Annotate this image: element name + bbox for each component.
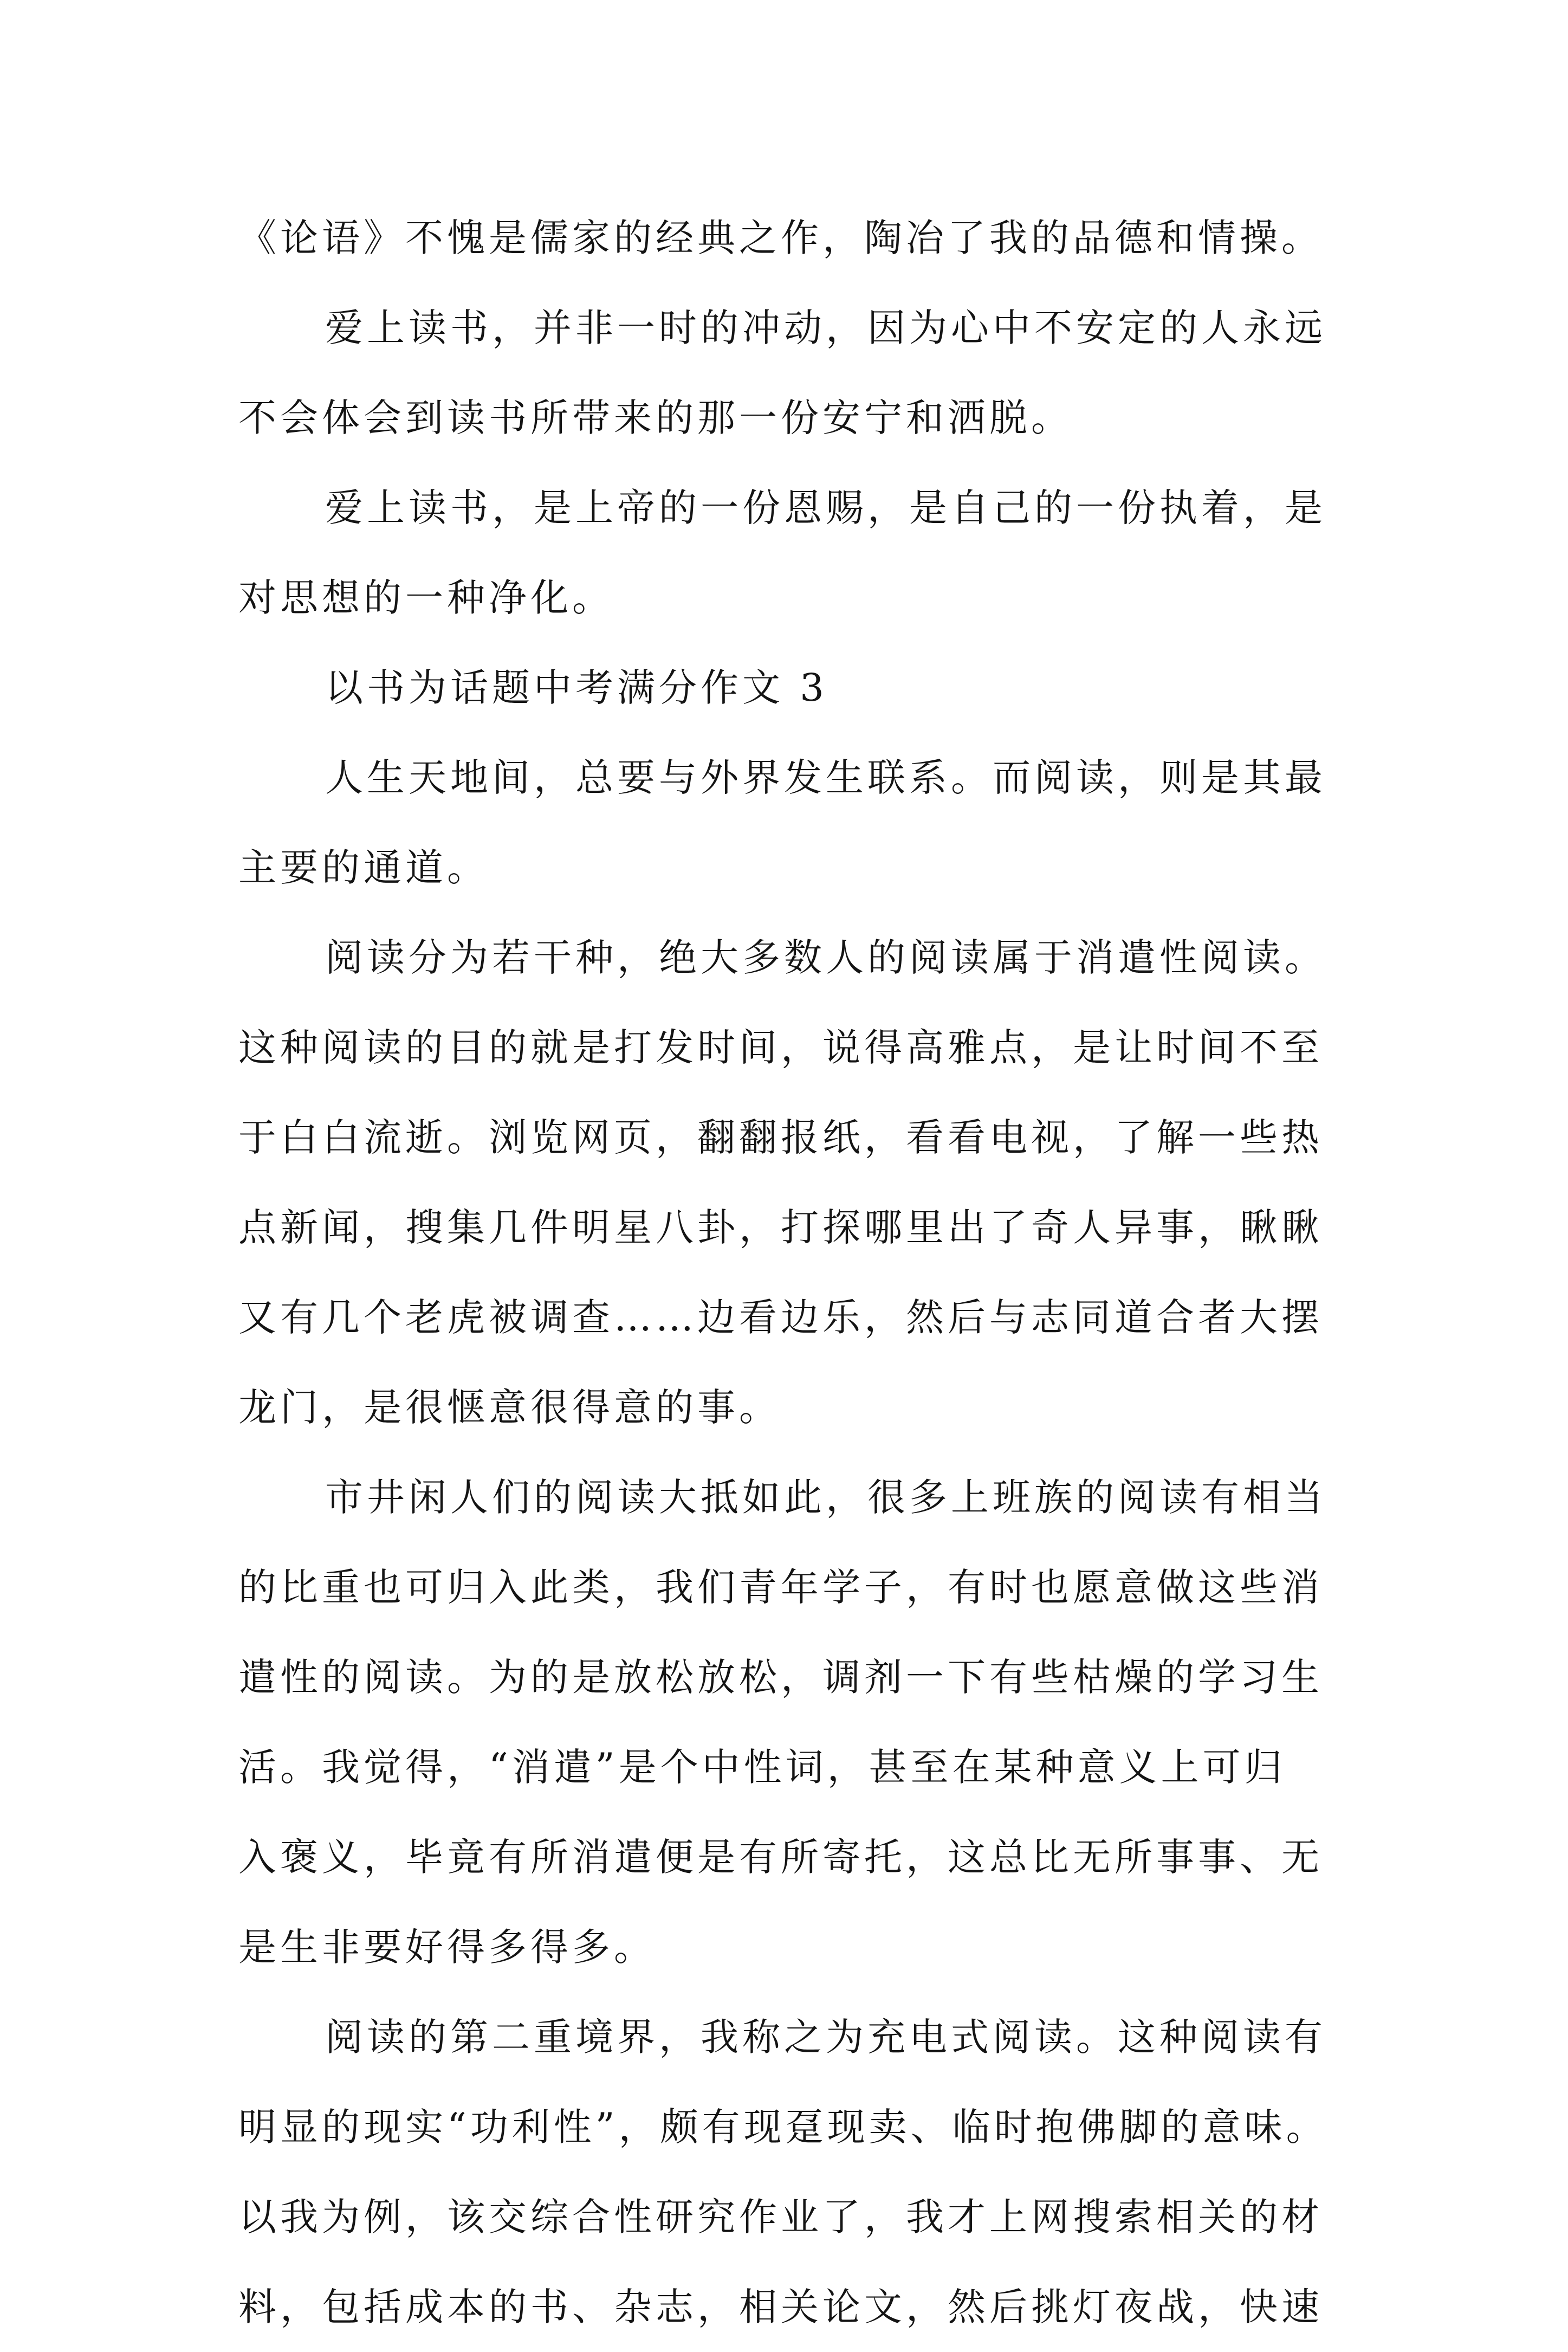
text-line: 《论语》不愧是儒家的经典之作，陶冶了我的品德和情操。 <box>238 216 1323 260</box>
text-line: 爱上读书，并非一时的冲动，因为心中不安定的人永远 <box>325 306 1326 350</box>
text-line: 又有几个老虎被调查……边看边乐，然后与志同道合者大摆 <box>238 1295 1323 1340</box>
text-line: 人生天地间，总要与外界发生联系。而阅读，则是其最 <box>325 755 1326 800</box>
text-line: 于白白流逝。浏览网页，翻翻报纸，看看电视，了解一些热 <box>238 1115 1323 1160</box>
text-line: 以我为例，该交综合性研究作业了，我才上网搜索相关的材 <box>238 2195 1323 2239</box>
text-line: 入褒义，毕竟有所消遣便是有所寄托，这总比无所事事、无 <box>238 1835 1323 1879</box>
text-line: 遣性的阅读。为的是放松放松，调剂一下有些枯燥的学习生 <box>238 1655 1323 1700</box>
text-line: 爱上读书，是上帝的一份恩赐，是自己的一份执着，是 <box>325 486 1326 530</box>
text-line: 活。我觉得，“消遣”是个中性词，甚至在某种意义上可归 <box>238 1745 1286 1789</box>
text-line: 市井闲人们的阅读大抵如此，很多上班族的阅读有相当 <box>325 1475 1326 1520</box>
text-line: 阅读的第二重境界，我称之为充电式阅读。这种阅读有 <box>325 2015 1326 2059</box>
text-line: 是生非要好得多得多。 <box>238 1925 656 1969</box>
text-line: 点新闻，搜集几件明星八卦，打探哪里出了奇人异事，瞅瞅 <box>238 1205 1323 1250</box>
text-line: 这种阅读的目的就是打发时间，说得高雅点，是让时间不至 <box>238 1025 1323 1070</box>
text-line: 以书为话题中考满分作文 3 <box>325 665 828 710</box>
text-line: 不会体会到读书所带来的那一份安宁和洒脱。 <box>238 396 1073 440</box>
text-line: 明显的现实“功利性”，颇有现趸现卖、临时抱佛脚的意味。 <box>238 2105 1328 2149</box>
text-line: 料，包括成本的书、杂志，相关论文，然后挑灯夜战，快速 <box>238 2285 1323 2329</box>
document-body <box>238 193 1344 2352</box>
text-line: 的比重也可归入此类，我们青年学子，有时也愿意做这些消 <box>238 1565 1323 1610</box>
text-line: 阅读分为若干种，绝大多数人的阅读属于消遣性阅读。 <box>325 935 1326 980</box>
text-line: 主要的通道。 <box>238 845 489 890</box>
text-line: 对思想的一种净化。 <box>238 576 614 620</box>
text-line: 龙门，是很惬意很得意的事。 <box>238 1385 781 1430</box>
